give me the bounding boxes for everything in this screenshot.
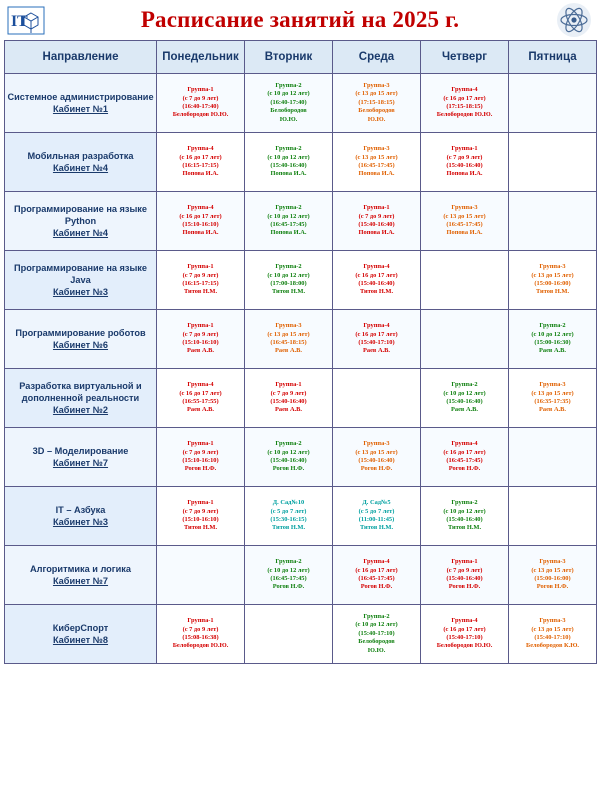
schedule-cell-line: (15:40-17:10) [534,634,571,641]
schedule-cell-line: (с 10 до 12 лет) [267,566,310,574]
schedule-cell-line: (с 7 до 9 лет) [446,566,483,574]
schedule-cell-line: (с 13 до 15 лет) [531,566,574,574]
schedule-cell-line: (16:45-17:45) [270,221,307,228]
schedule-cell-line: Раев А.В. [274,347,303,355]
schedule-cell-line: Попова И.А. [358,229,395,237]
schedule-cell-line: Раев А.В. [186,347,215,355]
schedule-cell-line: (с 13 до 15 лет) [443,212,486,220]
schedule-cell [333,546,421,605]
schedule-cell [421,74,509,133]
direction-name: Программирование на языке Java [13,263,148,285]
room-label: Кабинет №4 [52,228,109,238]
schedule-table [4,40,597,664]
schedule-cell [245,428,333,487]
schedule-cell-line: Группа-2 [451,381,478,389]
schedule-cell-line: (15:10-16:10) [182,457,219,464]
schedule-cell-line: (15:40-16:40) [358,280,395,287]
schedule-cell-line: Титов Н.М. [359,524,394,532]
schedule-cell [333,369,421,428]
schedule-cell-line: Группа-3 [539,263,566,271]
it-cube-logo-icon [6,3,46,37]
schedule-cell [245,605,333,664]
schedule-cell-line: Д. Сад№10 [272,499,305,507]
schedule-cell-line: Группа-1 [275,381,302,389]
schedule-cell [245,487,333,546]
schedule-cell [421,605,509,664]
schedule-cell-line: Белобородов [270,107,307,115]
table-row [5,192,597,251]
schedule-cell-line: (16:45-17:45) [358,575,395,582]
schedule-cell [245,251,333,310]
schedule-cell [245,546,333,605]
schedule-cell-line: (с 10 до 12 лет) [267,212,310,220]
schedule-cell-line: Группа-2 [275,263,302,271]
schedule-cell-line: Группа-4 [451,617,478,625]
schedule-cell [509,428,597,487]
schedule-cell-line: Титов Н.М. [535,288,570,296]
schedule-cell-line: (15:00-16:30) [534,339,571,346]
schedule-cell-line: Группа-3 [539,617,566,625]
direction-name: IT – Азбука [55,505,106,515]
schedule-cell-line: (с 10 до 12 лет) [531,330,574,338]
schedule-cell-line: Группа-2 [275,81,302,89]
direction-name: Мобильная разработка [27,151,134,161]
schedule-cell-line: Попова И.А. [182,170,219,178]
schedule-cell-line: Группа-2 [275,204,302,212]
schedule-cell-line: (с 10 до 12 лет) [443,389,486,397]
schedule-cell-line: (с 16 до 17 лет) [355,566,398,574]
schedule-cell-line: Группа-1 [187,440,214,448]
schedule-cell-line: (с 16 до 17 лет) [355,271,398,279]
schedule-cell [333,310,421,369]
schedule-cell-line: (с 10 до 12 лет) [267,271,310,279]
schedule-cell-line: Белобородов [358,107,395,115]
schedule-cell-line: Группа-1 [187,322,214,330]
table-row [5,369,597,428]
schedule-cell [421,546,509,605]
schedule-cell-line: (16:45-17:45) [446,221,483,228]
schedule-cell-line: Группа-2 [539,322,566,330]
schedule-cell [421,428,509,487]
schedule-cell-line: (с 7 до 9 лет) [446,153,483,161]
schedule-cell [157,310,245,369]
schedule-cell-line: Группа-4 [451,440,478,448]
schedule-cell-line: (11:00-11:45) [358,516,395,523]
direction-cell [5,546,157,605]
schedule-cell [509,251,597,310]
schedule-cell-line: Рогов Н.Ф. [536,583,569,591]
table-row [5,310,597,369]
schedule-cell [157,487,245,546]
schedule-cell [509,369,597,428]
schedule-cell-line: Попова И.А. [358,170,395,178]
schedule-cell-line: Группа-1 [187,263,214,271]
schedule-cell-line: (с 13 до 15 лет) [531,625,574,633]
schedule-cell-line: Титов Н.М. [359,288,394,296]
table-row [5,251,597,310]
schedule-cell [333,133,421,192]
room-label: Кабинет №7 [52,458,109,468]
schedule-cell-line: Титов Н.М. [183,524,218,532]
schedule-cell-line: (15:08-16:38) [182,634,219,641]
room-label: Кабинет №7 [52,576,109,586]
schedule-cell-line: Белобородов Ю.Ю. [436,111,493,119]
schedule-cell-line: (с 10 до 12 лет) [267,448,310,456]
schedule-cell-line: (17:00-18:00) [270,280,307,287]
schedule-cell-line: Д. Сад№5 [362,499,391,507]
schedule-cell-line: (15:40-17:10) [358,339,395,346]
schedule-cell-line: Рогов Н.Ф. [360,583,393,591]
schedule-cell-line: Группа-4 [187,145,214,153]
schedule-cell-line: Группа-4 [363,558,390,566]
schedule-cell [157,369,245,428]
schedule-cell-line: Раев А.В. [362,347,391,355]
direction-cell [5,310,157,369]
schedule-cell-line: (15:40-16:40) [358,221,395,228]
schedule-cell [509,487,597,546]
schedule-cell-line: (с 10 до 12 лет) [267,153,310,161]
schedule-cell-line: (15:40-16:40) [270,398,307,405]
room-label: Кабинет №1 [52,104,109,114]
schedule-cell-line: (17:15-18:15) [358,98,395,106]
schedule-cell-line: (16:45-17:45) [358,162,395,169]
atom-logo-icon [554,2,594,38]
direction-name: Программирование роботов [15,328,146,338]
schedule-cell [157,133,245,192]
column-header-direction: Направление [5,41,157,74]
schedule-cell-line: Рогов Н.Ф. [448,465,481,473]
schedule-cell-line: (с 16 до 17 лет) [443,625,486,633]
schedule-cell-line: Группа-4 [363,263,390,271]
room-label: Кабинет №3 [52,287,109,297]
schedule-cell-line: Попова И.А. [446,170,483,178]
svg-text:T: T [17,13,28,30]
schedule-cell-line: Группа-2 [363,612,390,620]
schedule-cell-line: Раев А.В. [450,406,479,414]
schedule-cell-line: Группа-3 [363,81,390,89]
schedule-cell-line: Раев А.В. [538,406,567,414]
direction-cell [5,74,157,133]
direction-name: Разработка виртуальной и дополненной реальности [19,381,142,403]
schedule-cell-line: (с 16 до 17 лет) [355,330,398,338]
room-label: Кабинет №2 [52,405,109,415]
table-row [5,133,597,192]
schedule-cell-line: Титов Н.М. [271,288,306,296]
schedule-cell [333,605,421,664]
schedule-cell-line: Группа-3 [363,145,390,153]
schedule-cell-line: (15:00-16:00) [534,280,571,287]
schedule-cell [421,251,509,310]
direction-name: Программирование на языке Python [13,204,148,226]
schedule-cell-line: Группа-4 [187,204,214,212]
schedule-cell-line: Группа-2 [451,499,478,507]
schedule-cell [509,605,597,664]
schedule-cell-line: (с 7 до 9 лет) [270,389,307,397]
schedule-cell-line: (16:15-17:15) [182,162,219,169]
room-label: Кабинет №8 [52,635,109,645]
schedule-cell-line: (15:10-16:10) [182,339,219,346]
schedule-cell-line: (15:40-16:40) [270,457,307,464]
schedule-cell-line: (с 13 до 15 лет) [531,389,574,397]
schedule-cell-line: (16:15-17:15) [182,280,219,287]
schedule-cell [245,133,333,192]
schedule-cell-line: (с 16 до 17 лет) [179,389,222,397]
svg-text:I: I [11,13,18,30]
schedule-cell-line: (15:30-16:15) [270,516,307,523]
schedule-cell [509,310,597,369]
schedule-cell-line: Группа-1 [187,499,214,507]
schedule-cell-line: Ю.Ю. [367,115,386,123]
schedule-cell-line: (с 7 до 9 лет) [182,271,219,279]
schedule-cell-line: (15:40-16:40) [358,457,395,464]
schedule-cell [421,310,509,369]
room-label: Кабинет №4 [52,163,109,173]
column-header-thursday: Четверг [421,41,509,74]
schedule-cell-line: (15:40-17:10) [358,629,395,637]
schedule-cell-line: Раев А.В. [538,347,567,355]
table-row [5,546,597,605]
schedule-cell [421,369,509,428]
direction-cell [5,605,157,664]
schedule-cell-line: Титов Н.М. [271,524,306,532]
schedule-cell-line: Титов Н.М. [447,524,482,532]
schedule-cell-line: Группа-1 [363,204,390,212]
schedule-cell [157,546,245,605]
schedule-cell [157,605,245,664]
schedule-cell-line: (17:15-18:15) [446,103,483,110]
schedule-cell-line: Группа-2 [275,440,302,448]
schedule-cell-line: Группа-1 [451,558,478,566]
schedule-cell-line: (15:40-16:40) [446,162,483,169]
schedule-cell-line: (16:45-18:15) [270,339,307,346]
schedule-cell-line: Группа-3 [539,381,566,389]
direction-cell [5,192,157,251]
schedule-cell-line: Рогов Н.Ф. [184,465,217,473]
schedule-cell [157,428,245,487]
schedule-cell [157,251,245,310]
column-header-wednesday: Среда [333,41,421,74]
schedule-cell-line: Рогов Н.Ф. [360,465,393,473]
schedule-cell-line: Белобородов [358,638,395,646]
room-label: Кабинет №3 [52,517,109,527]
schedule-cell [333,74,421,133]
schedule-cell [157,74,245,133]
schedule-cell [509,546,597,605]
schedule-cell-line: (15:40-16:40) [446,516,483,523]
schedule-cell [509,192,597,251]
schedule-cell-line: (16:45-17:45) [270,575,307,582]
schedule-cell-line: Рогов Н.Ф. [448,583,481,591]
schedule-cell-line: Ю.Ю. [279,115,298,123]
schedule-cell-line: Группа-3 [539,558,566,566]
schedule-cell-line: (с 13 до 15 лет) [531,271,574,279]
direction-cell [5,133,157,192]
schedule-cell-line: (15:40-16:40) [446,398,483,405]
schedule-cell [245,369,333,428]
schedule-cell-line: Попова И.А. [270,170,307,178]
schedule-cell-line: Раев А.В. [274,406,303,414]
table-header-row [5,41,597,74]
schedule-cell-line: (с 16 до 17 лет) [179,212,222,220]
schedule-cell-line: (с 16 до 17 лет) [443,94,486,102]
direction-name: 3D – Моделирование [32,446,129,456]
schedule-cell-line: (с 5 до 7 лет) [358,507,395,515]
schedule-cell [421,133,509,192]
schedule-cell-line: (с 13 до 15 лет) [355,153,398,161]
schedule-cell-line: Группа-1 [187,617,214,625]
schedule-cell-line: Группа-4 [187,381,214,389]
schedule-cell-line: Ю.Ю. [367,646,386,654]
schedule-cell [333,251,421,310]
direction-name: Системное администрирование [7,92,154,102]
schedule-cell-line: Попова И.А. [270,229,307,237]
schedule-cell [245,74,333,133]
schedule-cell-line: (16:45-17:45) [446,457,483,464]
schedule-cell-line: (с 10 до 12 лет) [355,621,398,629]
schedule-cell-line: (15:40-16:40) [270,162,307,169]
schedule-cell-line: (15:10-16:10) [182,221,219,228]
schedule-cell-line: (15:10-16:10) [182,516,219,523]
page-title: Расписание занятий на 2025 г. [140,7,460,32]
direction-cell [5,428,157,487]
direction-name: Алгоритмика и логика [30,564,131,574]
schedule-cell-line: Группа-3 [275,322,302,330]
schedule-cell-line: (16:55-17:55) [182,398,219,405]
schedule-cell-line: (с 13 до 15 лет) [267,330,310,338]
schedule-cell-line: Попова И.А. [182,229,219,237]
schedule-cell-line: (с 13 до 15 лет) [355,90,398,98]
schedule-cell-line: (с 7 до 9 лет) [182,448,219,456]
schedule-cell-line: Белобородов Ю.Ю. [172,642,229,650]
schedule-cell-line: (с 16 до 17 лет) [443,448,486,456]
schedule-cell-line: Белобородов Ю.Ю. [436,642,493,650]
schedule-cell-line: Группа-2 [275,558,302,566]
schedule-cell [333,192,421,251]
table-row [5,605,597,664]
schedule-cell-line: Группа-4 [363,322,390,330]
schedule-cell-line: Титов Н.М. [183,288,218,296]
schedule-cell-line: (с 16 до 17 лет) [179,153,222,161]
schedule-cell-line: (с 10 до 12 лет) [443,507,486,515]
schedule-cell [245,192,333,251]
schedule-cell [333,428,421,487]
schedule-cell [421,192,509,251]
schedule-cell-line: Белобородов Ю.Ю. [172,111,229,119]
column-header-friday: Пятница [509,41,597,74]
schedule-cell-line: (с 7 до 9 лет) [182,507,219,515]
schedule-cell-line: (16:40-17:40) [270,98,307,106]
schedule-cell-line: (16:35-17:35) [534,398,571,405]
schedule-cell-line: Группа-1 [187,86,214,94]
schedule-cell [333,487,421,546]
schedule-cell-line: (с 7 до 9 лет) [182,94,219,102]
schedule-cell [245,310,333,369]
direction-cell [5,369,157,428]
schedule-cell-line: Рогов Н.Ф. [272,465,305,473]
schedule-cell-line: Группа-2 [275,145,302,153]
schedule-cell [509,74,597,133]
table-row [5,428,597,487]
schedule-cell-line: (15:40-16:40) [446,575,483,582]
schedule-cell [157,192,245,251]
schedule-cell-line: Попова И.А. [446,229,483,237]
schedule-cell-line: (15:00-16:00) [534,575,571,582]
column-header-tuesday: Вторник [245,41,333,74]
schedule-cell-line: (с 7 до 9 лет) [182,330,219,338]
schedule-cell [421,487,509,546]
schedule-cell-line: Раев А.В. [186,406,215,414]
schedule-cell-line: Группа-1 [451,145,478,153]
direction-name: КиберСпорт [52,623,109,633]
schedule-cell-line: (с 13 до 15 лет) [355,448,398,456]
table-row [5,487,597,546]
table-row [5,74,597,133]
schedule-cell-line: (16:40-17:40) [182,103,219,110]
schedule-cell-line: Белобородов К.Ю. [525,642,580,650]
schedule-cell-line: (с 7 до 9 лет) [182,625,219,633]
page-header [0,0,600,40]
schedule-cell-line: (15:40-17:10) [446,634,483,641]
schedule-cell [509,133,597,192]
column-header-monday: Понедельник [157,41,245,74]
schedule-cell-line: Группа-3 [451,204,478,212]
room-label: Кабинет №6 [52,340,109,350]
schedule-cell-line: (с 10 до 12 лет) [267,90,310,98]
schedule-cell-line: Группа-3 [363,440,390,448]
schedule-cell-line: Рогов Н.Ф. [272,583,305,591]
schedule-cell-line: Группа-4 [451,86,478,94]
schedule-cell-line: (с 5 до 7 лет) [270,507,307,515]
direction-cell [5,487,157,546]
direction-cell [5,251,157,310]
table-body [5,74,597,664]
schedule-cell-line: (с 7 до 9 лет) [358,212,395,220]
